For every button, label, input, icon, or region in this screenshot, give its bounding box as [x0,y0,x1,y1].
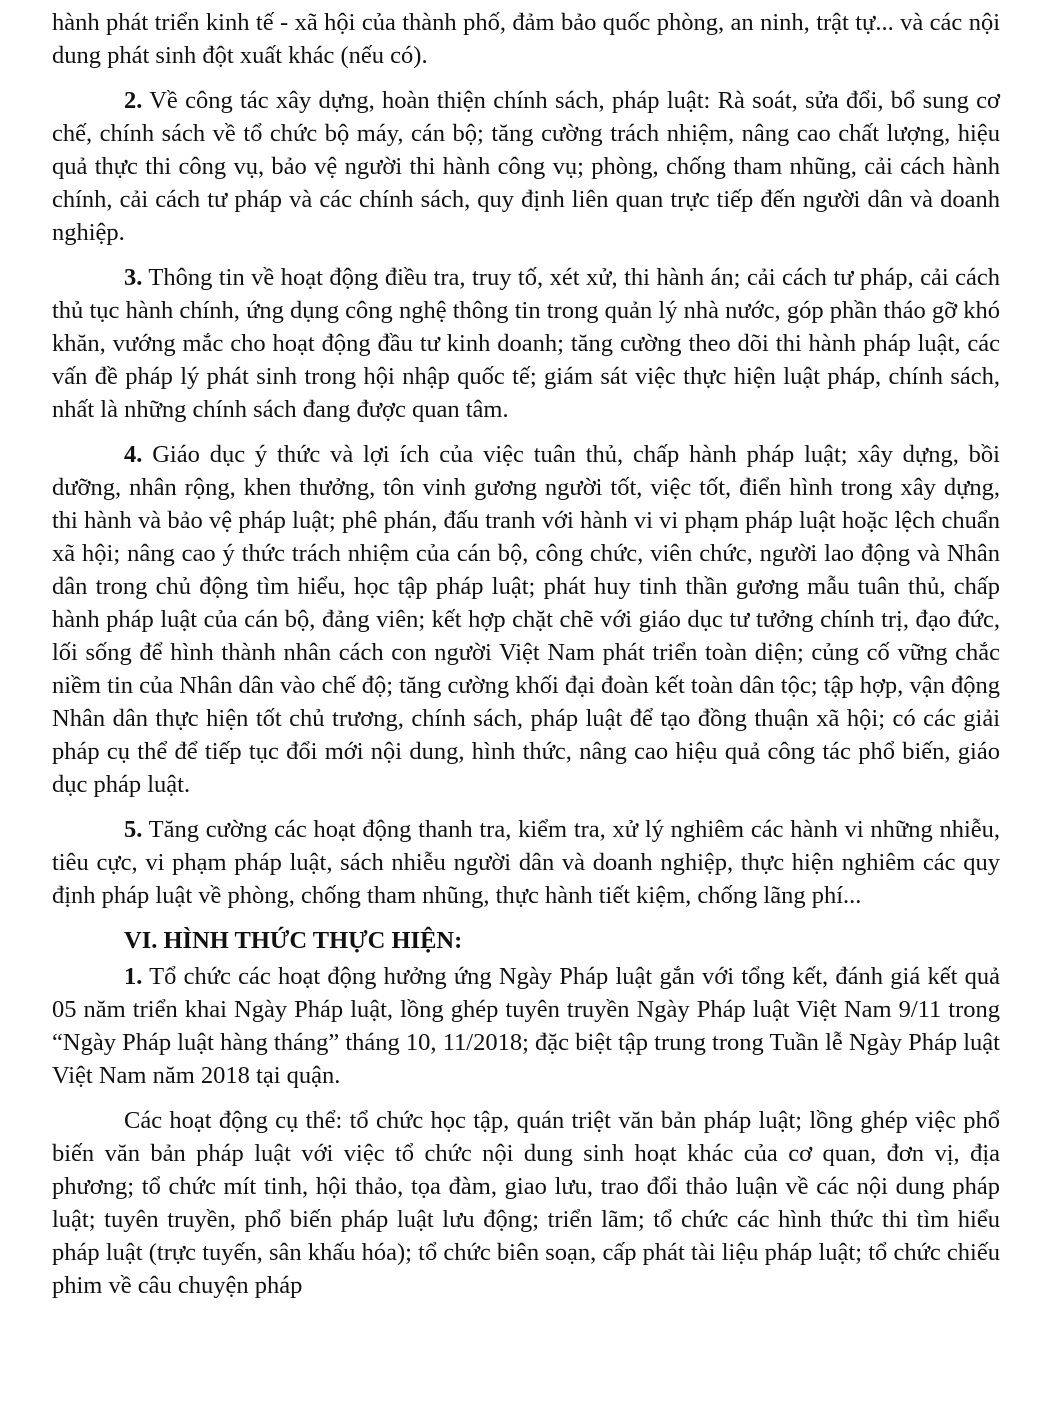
paragraph-item-4 [52,438,1000,801]
paragraph-text: hành phát triển kinh tế - xã hội của thành phố, đảm bảo quốc phòng, an ninh, trật tự... và các nội dung phát sinh đột xuất khác (nếu có). [52,9,1000,69]
paragraph-number: 2. [124,87,143,114]
section-heading: VI. HÌNH THỨC THỰC HIỆN: [124,927,463,954]
section-paragraph-1 [52,960,1000,1092]
section-paragraph-activities [52,1104,1000,1302]
paragraph-item-3 [52,261,1000,426]
paragraph-text: Tổ chức các hoạt động hưởng ứng Ngày Pháp luật gắn với tổng kết, đánh giá kết quả 05 năm triển khai Ngày Pháp luật, lồng ghép tuyên truyền Ngày Pháp luật Việt Nam 9/11 trong “Ngày Pháp luật hàng tháng” tháng 10, 11/2018; đặc biệt tập trung trong Tuần lễ Ngày Pháp luật Việt Nam năm 2018 tại quận. [52,963,1000,1089]
document-page [52,6,1000,1314]
paragraph-text: Giáo dục ý thức và lợi ích của việc tuân thủ, chấp hành pháp luật; xây dựng, bồi dưỡng, nhân rộng, khen thưởng, tôn vinh gương người tốt, việc tốt, điển hình trong xây dựng, thi hành và bảo vệ pháp luật; phê phán, đấu tranh với hành vi vi phạm pháp luật hoặc lệch chuẩn xã hội; nâng cao ý thức trách nhiệm của cán bộ, công chức, viên chức, người lao động và Nhân dân trong chủ động tìm hiểu, học tập pháp luật; phát huy tinh thần gương mẫu tuân thủ, chấp hành pháp luật của cán bộ, đảng viên; kết hợp chặt chẽ với giáo dục tư tưởng chính trị, đạo đức, lối sống để hình thành nhân cách con người Việt Nam phát triển toàn diện; củng cố vững chắc niềm tin của Nhân dân vào chế độ; tăng cường khối đại đoàn kết toàn dân tộc; tập hợp, vận động Nhân dân thực hiện tốt chủ trương, chính sách, pháp luật để tạo đồng thuận xã hội; có các giải pháp cụ thể để tiếp tục đổi mới nội dung, hình thức, nâng cao hiệu quả công tác phổ biến, giáo dục pháp luật. [52,441,1000,798]
paragraph-text: Tăng cường các hoạt động thanh tra, kiểm tra, xử lý nghiêm các hành vi những nhiễu, tiêu cực, vi phạm pháp luật, sách nhiễu người dân và doanh nghiệp, thực hiện nghiêm các quy định pháp luật về phòng, chống tham nhũng, thực hành tiết kiệm, chống lãng phí... [52,816,1000,909]
paragraph-text: Về công tác xây dựng, hoàn thiện chính sách, pháp luật: Rà soát, sửa đổi, bổ sung cơ chế, chính sách về tổ chức bộ máy, cán bộ; tăng cường trách nhiệm, nâng cao chất lượng, hiệu quả thực thi công vụ, bảo vệ người thi hành công vụ; phòng, chống tham nhũng, cải cách hành chính, cải cách tư pháp và các chính sách, quy định liên quan trực tiếp đến người dân và doanh nghiệp. [52,87,1000,246]
paragraph-number: 1. [124,963,143,990]
paragraph-number: 3. [124,264,143,291]
paragraph-item-2 [52,84,1000,249]
paragraph-number: 4. [124,441,143,468]
paragraph-text: Các hoạt động cụ thể: tổ chức học tập, quán triệt văn bản pháp luật; lồng ghép việc phổ biến văn bản pháp luật với việc tổ chức nội dung sinh hoạt khác của cơ quan, đơn vị, địa phương; tổ chức mít tinh, hội thảo, tọa đàm, giao lưu, trao đổi thảo luận về các nội dung pháp luật; tuyên truyền, phổ biến pháp luật lưu động; triển lãm; tổ chức các hình thức thi tìm hiểu pháp luật (trực tuyến, sân khấu hóa); tổ chức biên soạn, cấp phát tài liệu pháp luật; tổ chức chiếu phim về câu chuyện pháp [52,1107,1000,1299]
paragraph-number: 5. [124,816,143,843]
paragraph-item-5 [52,813,1000,912]
paragraph-text: Thông tin về hoạt động điều tra, truy tố, xét xử, thi hành án; cải cách tư pháp, cải cách thủ tục hành chính, ứng dụng công nghệ thông tin trong quản lý nhà nước, góp phần tháo gỡ khó khăn, vướng mắc cho hoạt động đầu tư kinh doanh; tăng cường theo dõi thi hành pháp luật, các vấn đề pháp lý phát sinh trong hội nhập quốc tế; giám sát việc thực hiện luật pháp, chính sách, nhất là những chính sách đang được quan tâm. [52,264,1000,423]
paragraph-continuation [52,6,1000,72]
